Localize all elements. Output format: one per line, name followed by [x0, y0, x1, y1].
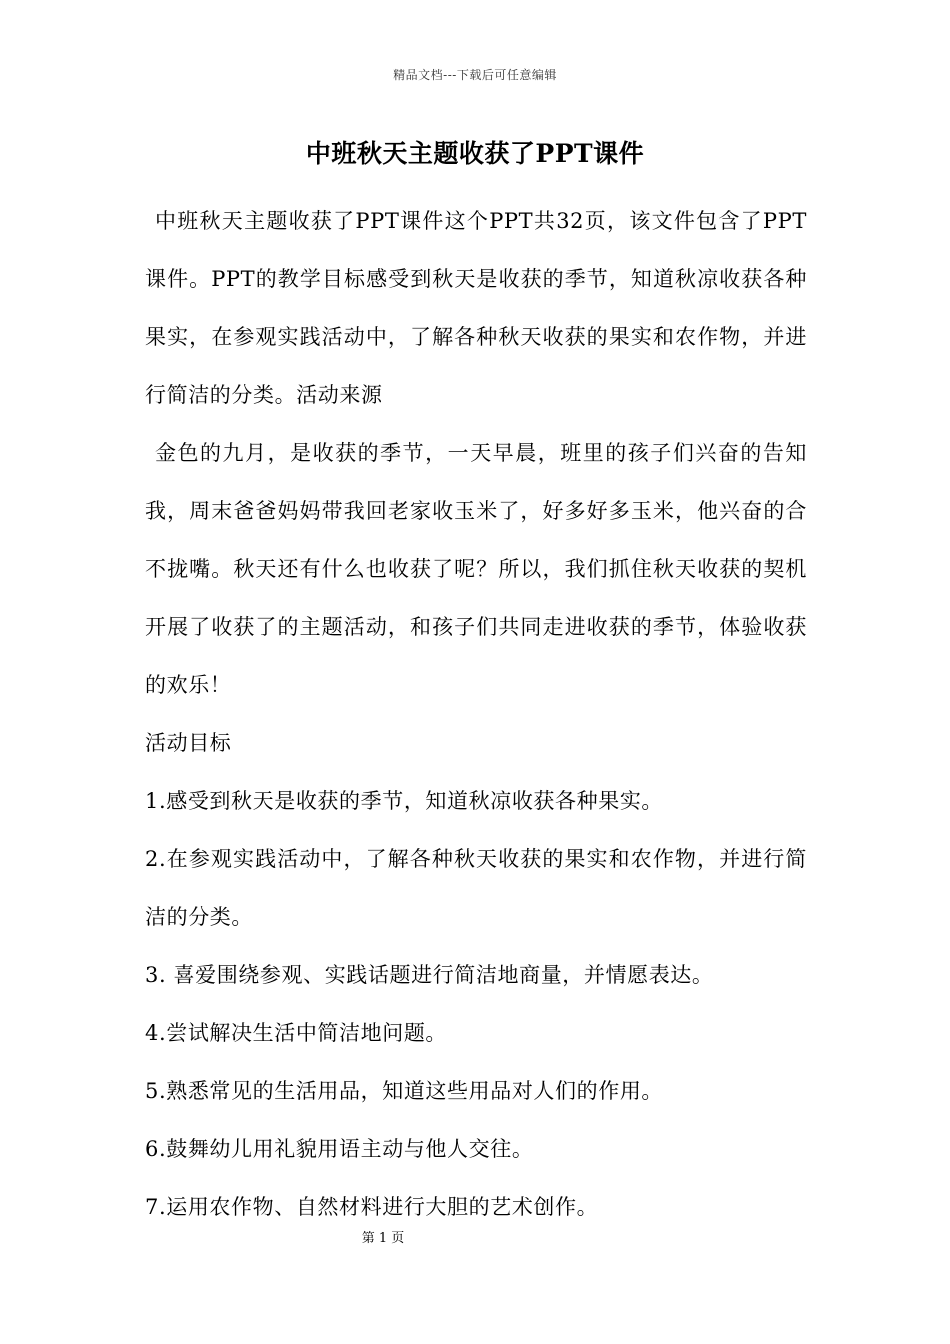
paragraph-activity-source: 金色的九月，是收获的季节，一天早晨，班里的孩子们兴奋的告知我，周末爸爸妈妈带我回老家收玉米了，好多好多玉米，他兴奋的合不拢嘴。秋天还有什么也收获了呢？所以，我们抓住秋天收获的契机开展了收获了的主题活动，和孩子们共同走进收获的季节，体验收获的欢乐！: [145, 441, 807, 697]
paragraph-intro: 中班秋天主题收获了PPT课件这个PPT共32页，该文件包含了PPT课件。PPT的教学目标感受到秋天是收获的季节，知道秋凉收获各种果实，在参观实践活动中，了解各种秋天收获的果实和农作物，并进行简洁的分类。活动来源: [145, 209, 807, 407]
goal-item: 4.尝试解决生活中简洁地问题。: [145, 1021, 448, 1045]
section-heading-goals: 活动目标: [145, 731, 232, 755]
goal-item: 5.熟悉常见的生活用品，知道这些用品对人们的作用。: [145, 1079, 664, 1103]
document-title: 中班秋天主题收获了PPT课件: [305, 139, 645, 168]
goal-item: 7.运用农作物、自然材料进行大胆的艺术创作。: [145, 1195, 599, 1219]
goal-item: 2.在参观实践活动中，了解各种秋天收获的果实和农作物，并进行简洁的分类。: [145, 847, 807, 929]
document-body: [145, 192, 807, 1236]
header-note: 精品文档---下载后可任意编辑: [393, 68, 557, 82]
page-number: 第 1 页: [361, 1231, 405, 1246]
goal-item: 3. 喜爱围绕参观、实践话题进行简洁地商量，并情愿表达。: [145, 963, 714, 987]
goal-item: 1.感受到秋天是收获的季节，知道秋凉收获各种果实。: [145, 789, 664, 813]
goal-item: 6.鼓舞幼儿用礼貌用语主动与他人交往。: [145, 1137, 534, 1161]
